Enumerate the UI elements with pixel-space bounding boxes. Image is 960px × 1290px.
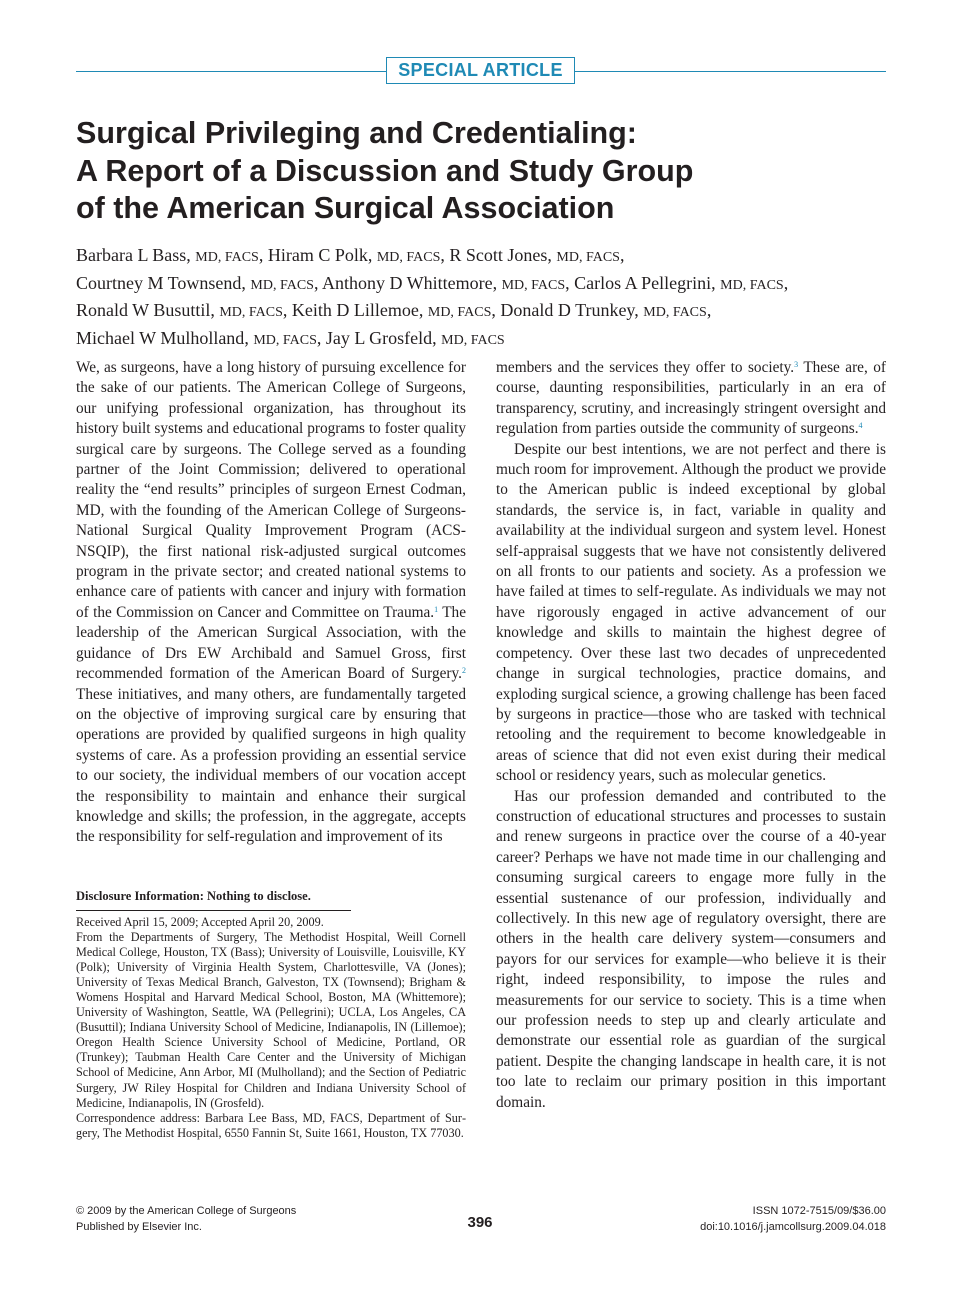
author-line: Courtney M Townsend, MD, FACS, Anthony D Whittemore, MD, FACS, Carlos A Pellegrini, MD, FACS, xyxy=(76,272,789,293)
author-credentials: MD, FACS xyxy=(501,277,566,293)
author-list xyxy=(76,243,896,353)
author-credentials: MD, FACS xyxy=(253,332,317,348)
correspondence-address: Correspondence address: Barbara Lee Bass, MD, FACS, Department of Surgery, The Methodist Hospital, 6550 Fannin St, Suite 1661, Houston, TX 77030. xyxy=(76,1110,466,1140)
author-credentials: MD, FACS xyxy=(250,277,314,293)
author-name: Barbara L Bass xyxy=(76,245,187,265)
footer-right xyxy=(700,1203,886,1235)
author-name: Jay L Grosfeld xyxy=(325,327,433,348)
author-name: R Scott Jones xyxy=(449,245,548,265)
author-name: Michael W Mulholland xyxy=(76,327,245,348)
title-line: A Report of a Discussion and Study Group xyxy=(76,153,694,188)
title-line: of the American Surgical Association xyxy=(76,191,615,225)
author-line: Michael W Mulholland, MD, FACS, Jay L Grosfeld, MD, FACS xyxy=(76,327,505,348)
article-title xyxy=(76,115,896,228)
section-label: SPECIAL ARTICLE xyxy=(386,57,575,84)
author-name: Hiram C Polk xyxy=(267,245,368,265)
author-credentials: MD, FACS xyxy=(441,332,505,348)
page-number: 396 xyxy=(467,1214,493,1231)
body-text: These are, of course, daunting responsibilities, particularly in an era of transparency, scrutiny, and increasingly stringent oversight and regulation from parties outside the community of surgeons. xyxy=(496,359,886,438)
title-line: Surgical Privileging and Credentialing: xyxy=(76,116,637,150)
author-credentials: MD, FACS xyxy=(556,250,620,265)
issn-line: ISSN 1072-7515/09/$36.00 xyxy=(752,1205,886,1217)
footnote-divider xyxy=(76,910,351,911)
reference-marker[interactable]: 1 xyxy=(434,604,439,614)
body-text: The leadership of the American Surgical Association, with the guidance of Drs EW Archibald and Samuel Gross, first recommended formation of the American Board of Surgery. xyxy=(76,603,466,683)
body-paragraph xyxy=(76,358,466,848)
copyright-line: © 2009 by the American College of Surgeons xyxy=(76,1205,297,1217)
author-name: Anthony D Whittemore xyxy=(321,272,493,293)
doi-line[interactable]: doi:10.1016/j.jamcollsurg.2009.04.018 xyxy=(700,1221,886,1233)
body-text: These initiatives, and many others, are fundamentally targeted on the objective of improving surgical care by ensuring that operations are provided by qualified surgeons in high quality systems of care. As a profession providing an essential service to our society, the individual members of our vocation accept the responsibility to maintain and enhance their surgical knowledge and skills; the profession, in the aggregate, accepts the responsibility for self-regulation and improvement of its xyxy=(76,685,466,846)
reference-marker[interactable]: 2 xyxy=(462,666,466,676)
author-credentials: MD, FACS xyxy=(195,250,259,265)
author-credentials: MD, FACS xyxy=(427,305,492,320)
reference-marker[interactable]: 4 xyxy=(858,421,863,431)
body-paragraph: Has our profession demanded and contributed to the construction of educational structures and processes to sustain and renew surgeons in practice over the course of a 40-year career? Perhaps we have not made time in our challenging and consuming surgical careers to engage more fully in the essential sustenance of our profession, individually and collectively. In this new age of regulatory oversight, there are others in the health care delivery system—consumers and payors for our services for example—who believe it is their right, indeed responsibility, to impose the rules and measurements for our service to society. This is a time when our profession needs to step up and clearly articulate and demonstrate our essential role as guardian of the surgical patient. Despite the changing landscape in health care, it is not too late to reclaim our primary position in this important domain. xyxy=(496,787,886,1111)
author-name: Donald D Trunkey xyxy=(500,300,635,320)
author-name: Carlos A Pellegrini xyxy=(574,272,712,293)
received-dates: Received April 15, 2009; Accepted April 20, 2009. xyxy=(76,915,324,929)
reference-marker[interactable]: 3 xyxy=(794,360,799,369)
author-line: Barbara L Bass, MD, FACS, Hiram C Polk, MD, FACS, R Scott Jones, MD, FACS, xyxy=(76,245,625,265)
article-notes xyxy=(76,915,466,1141)
disclosure-statement: Disclosure Information: Nothing to disclose. xyxy=(76,889,311,903)
body-text: members and the services they offer to society. xyxy=(496,359,795,376)
author-name: Ronald W Busuttil xyxy=(76,300,211,320)
author-credentials: MD, FACS xyxy=(376,250,441,265)
author-name: Keith D Lillemoe xyxy=(291,300,419,320)
body-paragraph: Despite our best intentions, we are not perfect and there is much room for improvement. Although the product we provide to the American public is indeed exceptional by global standards, the service is, in fact, variable in quality and availability at the individual surgeon and system level. Honest self-appraisal suggests that we have not consistently delivered on all fronts to our patients and society. As a profession we have failed at times to self-regulate. As individuals we may not have rigorously engaged in active advancement of our knowledge and skills to maintain the highest degree of competency. Over these last two decades of unprecedented change in surgical technologies, practice domains, and exploding surgical science, a growing challenge has been faced by surgeons in practice—those who are tasked with technical retooling and the requirement to become knowledgeable in areas of science that did not even exist during their medical school or residency years, such as molecular genetics. xyxy=(496,440,886,785)
author-credentials: MD, FACS xyxy=(219,305,283,320)
body-column-right xyxy=(496,358,886,1113)
body-text: We, as surgeons, have a long history of pursuing excellence for the sake of our patients. The American College of Surgeons, our unifying professional organization, has throughout its history built systems and educational programs to foster quality surgical care by surgeons. The College served as a founding partner of the Joint Commission; delivered to operational reality the “end results” principles of surgeon Ernest Codman, MD, with the founding of the American College of Surgeons-National Surgical Quality Improvement Program (ACS-NSQIP), the first national risk-adjusted surgical outcomes program in the private sector; and created national systems to enhance care of patients with cancer and injury with formation of the Commission on Cancer and Committee on Trauma. xyxy=(76,359,466,621)
footer-left xyxy=(76,1203,296,1235)
body-column-left xyxy=(76,358,466,848)
author-credentials: MD, FACS xyxy=(720,277,784,293)
author-line: Ronald W Busuttil, MD, FACS, Keith D Lillemoe, MD, FACS, Donald D Trunkey, MD, FACS, xyxy=(76,300,712,320)
author-affiliations: From the Departments of Surgery, The Methodist Hospital, Weill Cornell Medical College, Houston, TX (Bass); University of Louisville, Louisville, KY (Polk); University of Virginia Health System, Charlottesville, VA (Jones); University of Texas Medical Branch, Galveston, TX (Townsend); Brigham & Womens Hospital and Harvard Medical School, Boston, MA (Whittemore); University of Washington, Seattle, WA (Pellegrini); UCLA, Los Angeles, CA (Busuttil); Indiana University School of Medicine, Indianapolis, IN (Lillemoe); Oregon Health Science University School of Medicine, Portland, OR (Trunkey); Taubman Health Care Center and the University of Michigan School of Medicine, Ann Arbor, MI (Mulholland); and the Section of Pediatric Surgery, JW Riley Hospital for Children and Indiana University School of Medicine, Indianapolis, IN (Grosfeld). xyxy=(76,930,466,1110)
author-credentials: MD, FACS xyxy=(643,305,707,320)
publisher-line: Published by Elsevier Inc. xyxy=(76,1221,202,1233)
author-name: Courtney M Townsend xyxy=(76,272,242,293)
body-paragraph-continued xyxy=(496,358,886,440)
